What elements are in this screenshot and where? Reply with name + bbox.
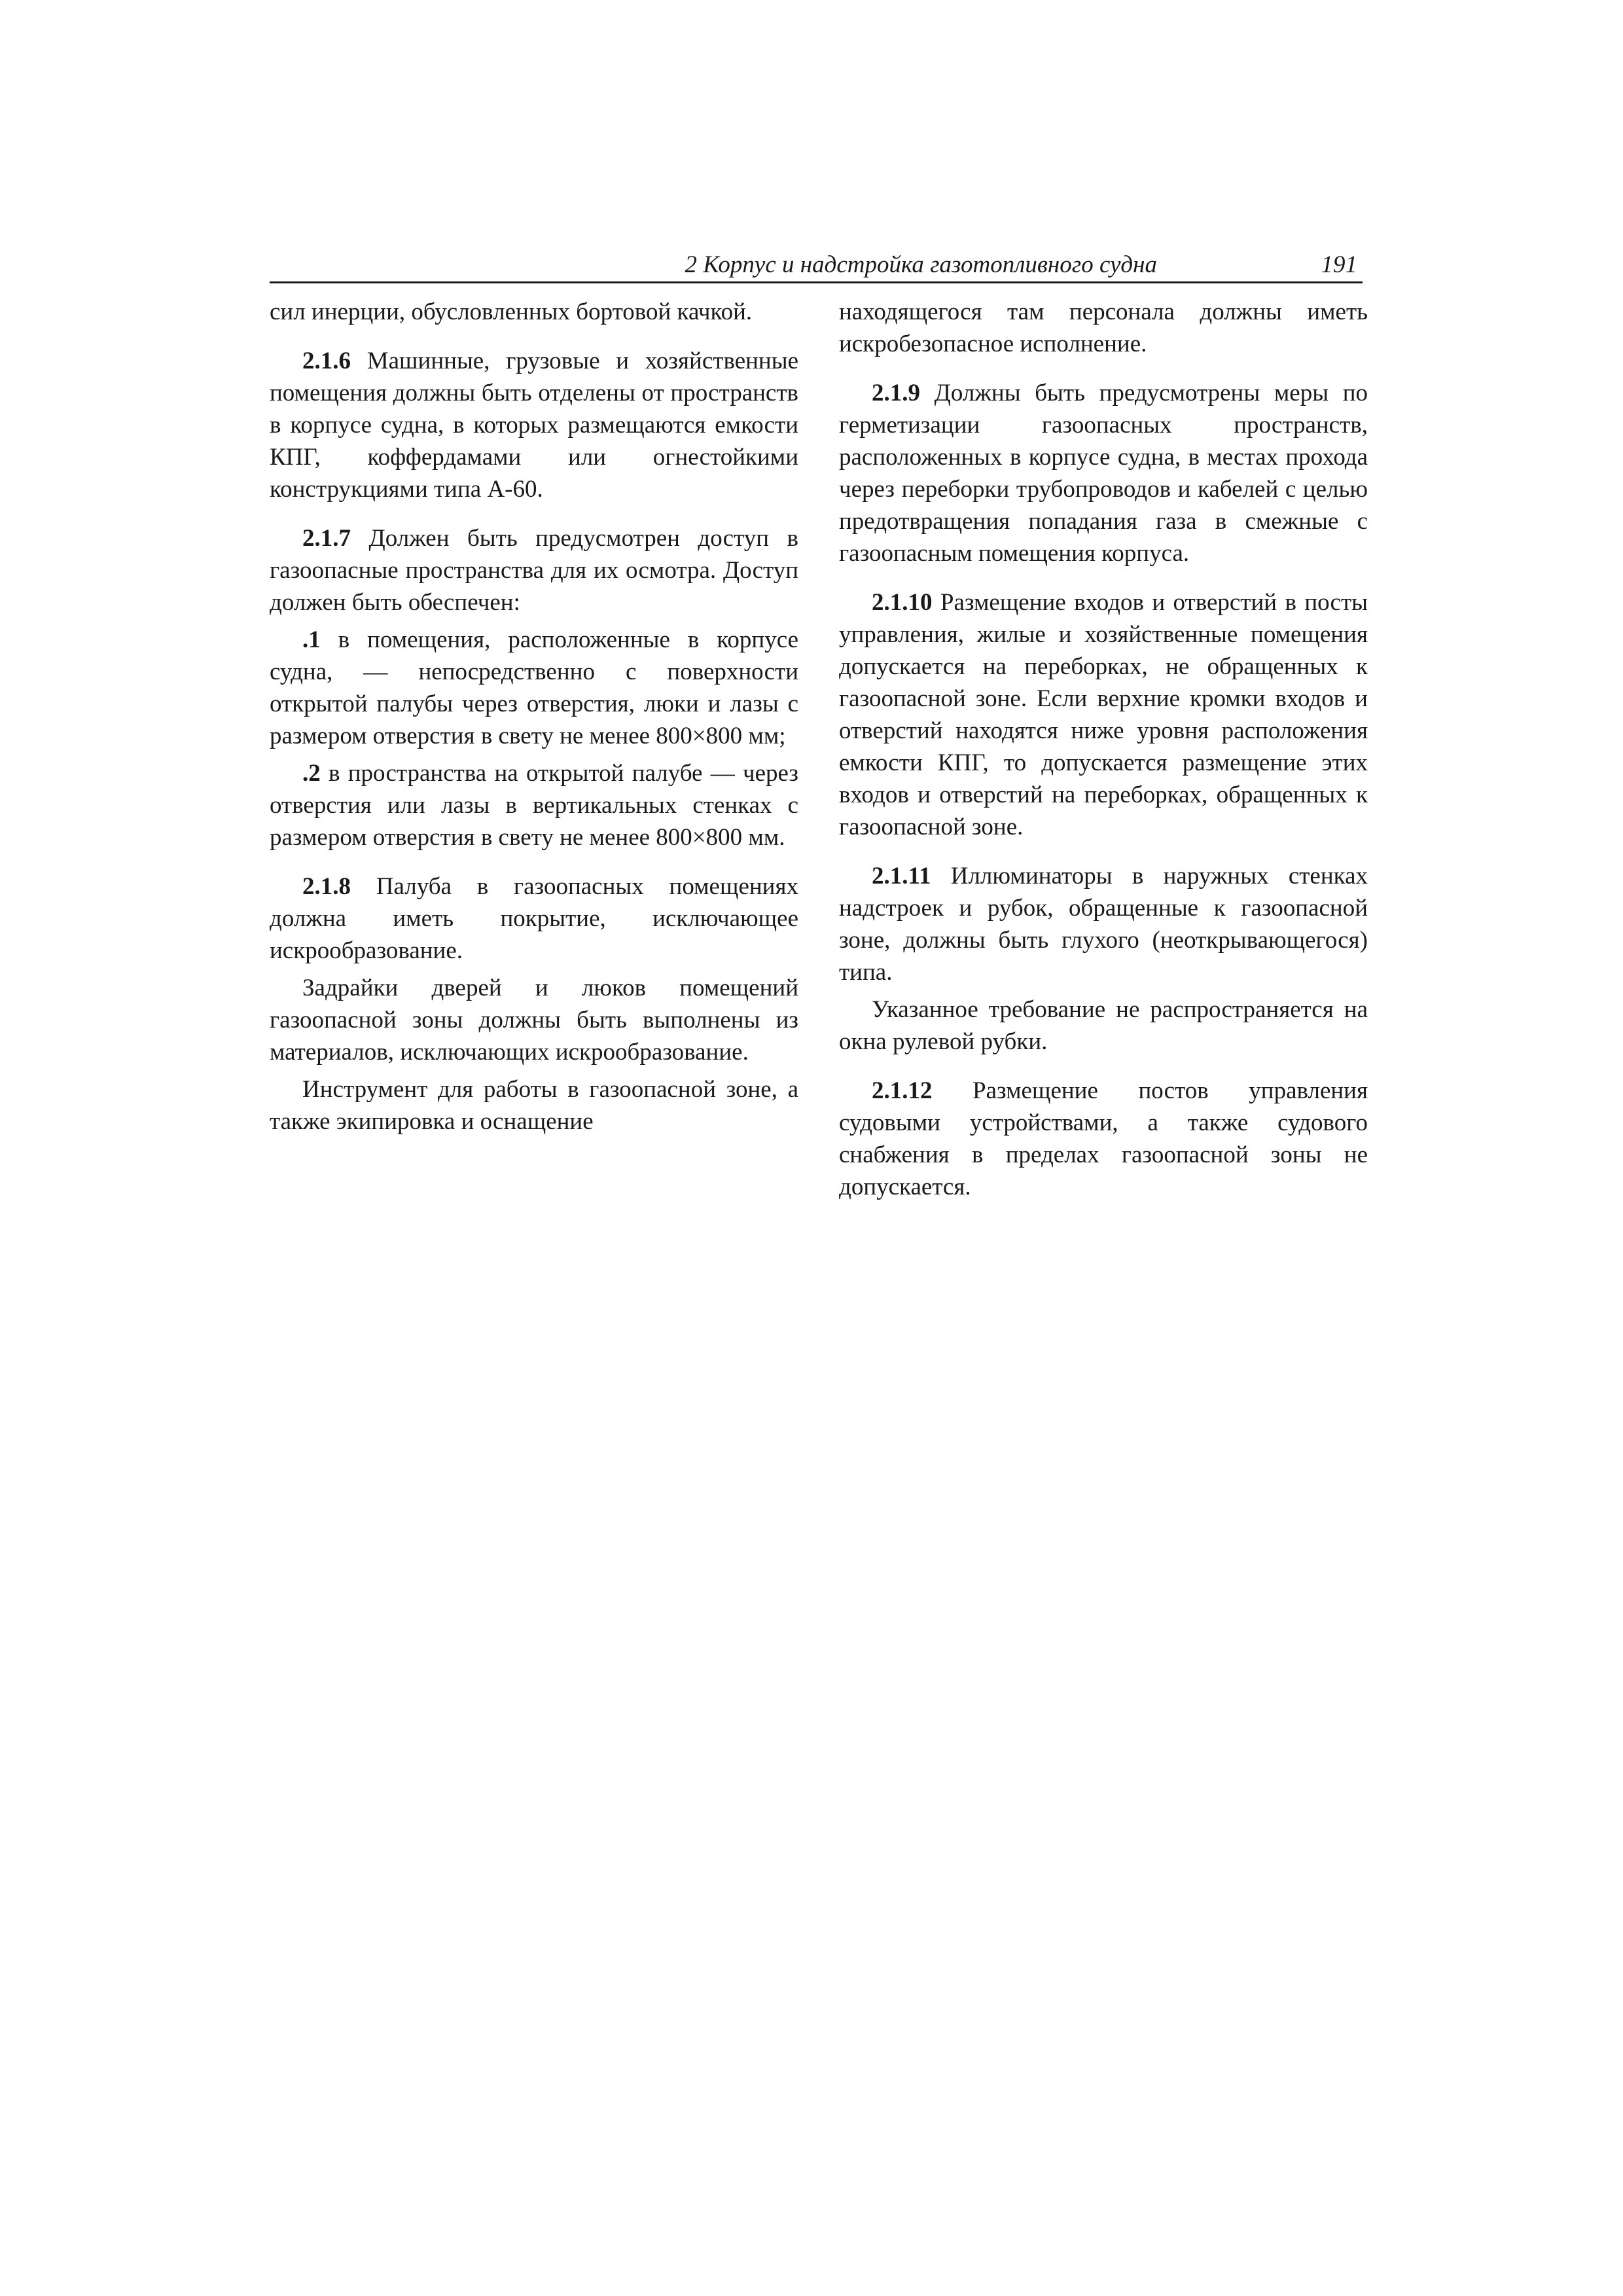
running-header <box>270 243 1363 283</box>
paragraph-text: находящегося там персонала должны иметь искробезопасное исполнение. <box>839 298 1368 357</box>
paragraph <box>270 345 798 505</box>
section-number: 2.1.12 <box>872 1077 933 1104</box>
list-item <box>270 624 798 752</box>
paragraph-text: Задрайки дверей и люков помещений газоопасной зоны должны быть выполнены из материалов, исключающих искрообразование. <box>270 975 798 1066</box>
section-number: 2.1.7 <box>302 525 351 552</box>
paragraph-text: Размещение постов управления судовыми устройствами, а также судового снабжения в пределах газоопасной зоны не допускается. <box>839 1077 1368 1200</box>
paragraph-text: сил инерции, обусловленных бортовой качкой. <box>270 298 753 325</box>
list-item <box>270 757 798 853</box>
paragraph-text: Размещение входов и отверстий в посты управления, жилые и хозяйственные помещения допускается на переборках, не обращенных к газоопасной зоне. Если верхние кромки входов и отверстий находятся ниже уровня расположения емкости КПГ, то допускается размещение этих входов и отверстий на переборках, обращенных к газоопасной зоне. <box>839 589 1368 840</box>
running-header-title: 2 Корпус и надстройка газотопливного судна <box>685 251 1157 278</box>
paragraph-text: Иллюминаторы в наружных стенках надстроек и рубок, обращенные к газоопасной зоне, должны быть глухого (неоткрывающегося) типа. <box>839 863 1368 986</box>
section-number: 2.1.6 <box>302 348 351 374</box>
paragraph <box>270 522 798 619</box>
item-number: .2 <box>302 760 321 787</box>
paragraph <box>839 994 1368 1058</box>
paragraph <box>839 296 1368 360</box>
paragraph <box>839 377 1368 569</box>
paragraph-text: в пространства на открытой палубе — через отверстия или лазы в вертикальных стенках с размером отверстия в свету не менее 800×800 мм. <box>270 760 798 851</box>
paragraph-text: в помещения, расположенные в корпусе судна, — непосредственно с поверхности открытой палубы через отверстия, люки и лазы с размером отверстия в свету не менее 800×800 мм; <box>270 626 798 749</box>
paragraph-text: Указанное требование не распространяется на окна рулевой рубки. <box>839 996 1368 1055</box>
page-number: 191 <box>1321 251 1357 278</box>
paragraph <box>270 870 798 967</box>
paragraph <box>839 586 1368 843</box>
paragraph-text: Инструмент для работы в газоопасной зоне, а также экипировка и оснащение <box>270 1076 798 1135</box>
left-column <box>270 296 798 1155</box>
paragraph <box>839 1075 1368 1203</box>
section-number: 2.1.10 <box>872 589 933 616</box>
paragraph <box>839 860 1368 988</box>
paragraph <box>270 296 798 328</box>
section-number: 2.1.11 <box>872 863 931 889</box>
item-number: .1 <box>302 626 321 653</box>
paragraph-text: Машинные, грузовые и хозяйственные помещения должны быть отделены от пространств в корпусе судна, в которых размещаются емкости КПГ, коффердамами или огнестойкими конструкциями типа А-60. <box>270 348 798 503</box>
paragraph-text: Должны быть предусмотрены меры по герметизации газоопасных пространств, расположенных в корпусе судна, в местах прохода через переборки трубопроводов и кабелей с целью предотвращения попадания газа в смежные с газоопасным помещения корпуса. <box>839 380 1368 567</box>
section-number: 2.1.8 <box>302 873 351 900</box>
right-column <box>839 296 1368 1220</box>
section-number: 2.1.9 <box>872 380 920 406</box>
paragraph-text: Палуба в газоопасных помещениях должна иметь покрытие, исключающее искрообразование. <box>270 873 798 964</box>
paragraph <box>270 972 798 1068</box>
paragraph-text: Должен быть предусмотрен доступ в газоопасные пространства для их осмотра. Доступ должен быть обеспечен: <box>270 525 798 616</box>
paragraph <box>270 1073 798 1138</box>
